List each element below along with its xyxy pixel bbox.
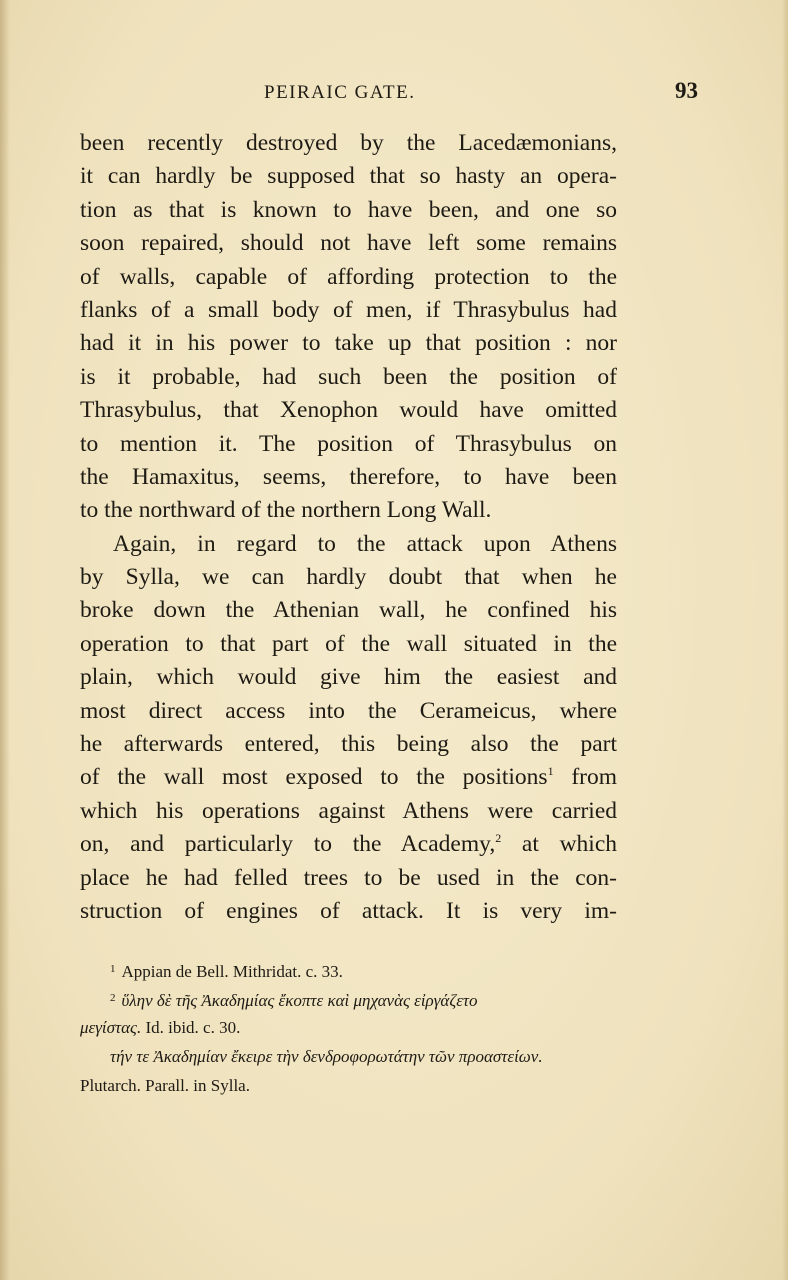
text-line: by Sylla, we can hardly doubt that when he — [80, 564, 617, 591]
text-line: place he had felled trees to be used in the con- — [80, 864, 617, 891]
footnote-text: Appian de Bell. Mithridat. c. 33. — [121, 962, 343, 981]
text-line: he afterwards entered, this being also the part — [80, 731, 617, 758]
text-segment: at which — [521, 831, 617, 858]
page-number: 93 — [675, 78, 698, 103]
text-line: most direct access into the Cerameicus, where — [80, 697, 617, 724]
text-line: tion as that is known to have been, and one so — [80, 196, 617, 223]
text-line: the Hamaxitus, seems, therefore, to have been — [80, 463, 617, 490]
text-line: plain, which would give him the easiest and — [80, 664, 617, 691]
footnote-greek-text: μεγίστας. — [80, 1018, 142, 1037]
text-line: Thrasybulus, that Xenophon would have omitted — [80, 397, 617, 424]
text-line: flanks of a small body of men, if Thrasybulus had — [80, 296, 617, 323]
text-line: of walls, capable of affording protection to the — [80, 263, 617, 290]
page-header — [80, 80, 702, 110]
footnote-ref-1: 1 — [547, 764, 554, 779]
footnote-greek-text: ὕλην δὲ τῆς Ἀκαδημίας ἔκοπτε καὶ μηχανὰς εἰργάζετο — [121, 991, 478, 1010]
footnote-ref-2: 2 — [495, 831, 502, 846]
footnote-greek-text: τήν τε Ἀκαδημίαν ἔκειρε τὴν δενδροφορωτάτην τῶν προαστείων. — [110, 1047, 543, 1066]
text-line: operation to that part of the wall situated in the — [80, 630, 617, 657]
footnote-mark: 1 — [110, 963, 116, 975]
text-line: struction of engines of attack. It is very im- — [80, 897, 617, 924]
running-head: PEIRAIC GATE. — [264, 82, 416, 103]
text-segment: from — [571, 764, 617, 791]
text-line: been recently destroyed by the Lacedæmonians, — [80, 130, 617, 156]
footnotes — [80, 955, 625, 1100]
footnote-1 — [80, 955, 625, 984]
text-line: it can hardly be supposed that so hasty an opera- — [80, 163, 617, 190]
text-line: to mention it. The position of Thrasybulus on — [80, 430, 617, 457]
footnote-3 — [80, 1042, 625, 1071]
text-line-with-ref-1 — [80, 761, 617, 794]
text-line: soon repaired, should not have left some remains — [80, 230, 617, 257]
text-segment: of the wall most exposed to the positions — [80, 764, 548, 791]
footnote-3-reference: Plutarch. Parall. in Sylla. — [80, 1076, 250, 1095]
text-line-paragraph-start: Again, in regard to the attack upon Athens — [113, 530, 617, 557]
footnote-2 — [80, 984, 625, 1013]
footnote-mark: 2 — [110, 992, 116, 1004]
text-line: is it probable, had such been the position of — [80, 363, 617, 390]
text-line-paragraph-end: to the northward of the northern Long Wall. — [80, 497, 492, 524]
text-line-with-ref-2 — [80, 828, 617, 861]
page-edge-shadow-left — [0, 0, 10, 1280]
text-line: which his operations against Athens were carried — [80, 797, 617, 824]
text-line: had it in his power to take up that position : nor — [80, 330, 617, 357]
text-segment: on, and particularly to the Academy, — [80, 831, 496, 858]
page-edge-shadow-right — [782, 0, 788, 1280]
footnote-reference: Id. ibid. c. 30. — [145, 1018, 241, 1037]
footnote-2-continued — [80, 1013, 625, 1042]
body-text — [80, 127, 617, 928]
text-line: broke down the Athenian wall, he confined his — [80, 597, 617, 624]
